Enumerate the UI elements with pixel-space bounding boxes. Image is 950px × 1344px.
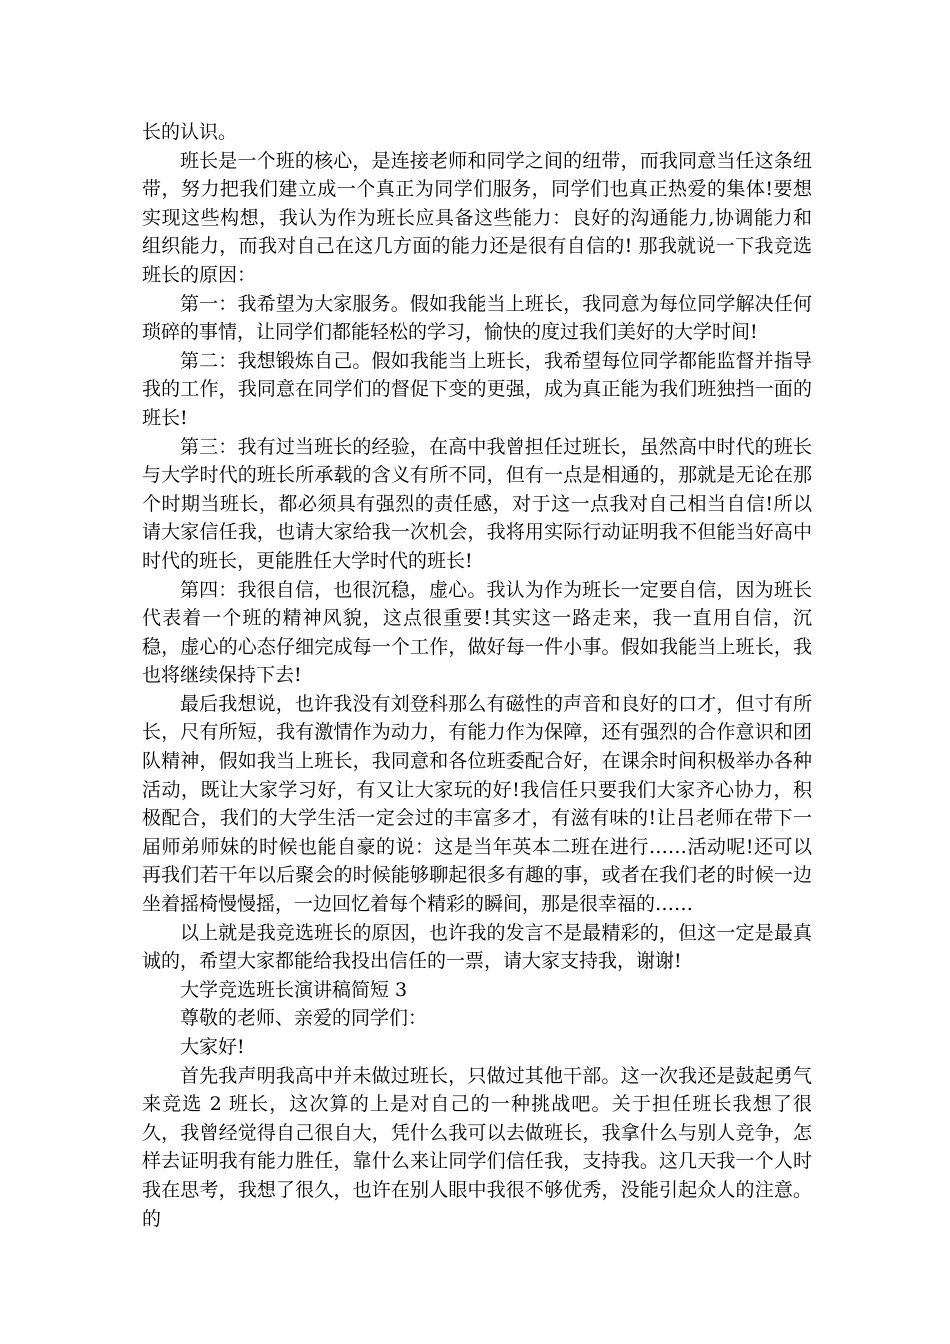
- salutation: 尊敬的老师、亲爱的同学们：: [180, 1007, 428, 1030]
- paragraph-reason-4: 第四：我很自信，也很沉稳，虚心。我认为作为班长一定要自信，因为班长代表着一个班的精神风貌，这点很重要!其实这一路走来，我一直用自信，沉稳，虚心的心态仔细完成每一个工作，做好每一件小事。假如我能当上班长，我也将继续保持下去!: [142, 578, 812, 687]
- paragraph-conclusion: 以上就是我竞选班长的原因，也许我的发言不是最精彩的，但这一定是最真诚的，希望大家都能给我投出信任的一票，请大家支持我，谢谢!: [142, 921, 812, 973]
- paragraph-reason-2: 第二：我想锻炼自己。假如我能当上班长，我希望每位同学都能监督并指导我的工作，我同意在同学们的督促下变的更强，成为真正能为我们班独挡一面的班长!: [142, 349, 812, 429]
- paragraph-reason-1: 第一：我希望为大家服务。假如我能当上班长，我同意为每位同学解决任何琐碎的事情，让同学们都能轻松的学习，愉快的度过我们美好的大学时间!: [142, 292, 812, 344]
- greeting: 大家好!: [180, 1036, 245, 1058]
- paragraph-monitor-role: 班长是一个班的核心，是连接老师和同学之间的纽带，而我同意当任这条纽带，努力把我们建立成一个真正为同学们服务，同学们也真正热爱的集体!要想实现这些构想，我认为作为班长应具备这些能力：良好的沟通能力,协调能力和组织能力，而我对自己在这几方面的能力还是很有自信的! 那我就说一下我竞选班长的原因：: [142, 149, 812, 286]
- paragraph-closing-thoughts: 最后我想说，也许我没有刘登科那么有磁性的声音和良好的口才，但寸有所长，尺有所短，我有激情作为动力，有能力作为保障，还有强烈的合作意识和团队精神，假如我当上班长，我同意和各位班委配合好，在课余时间积极举办各种活动，既让大家学习好，有又让大家玩的好!我信任只要我们大家齐心协力，积极配合，我们的大学生活一定会过的丰富多才，有滋有味的!让吕老师在带下一届师弟师妹的时候也能自豪的说：这是当年英本二班在进行……活动呢!还可以再我们若干年以后聚会的时候能够聊起很多有趣的事，或者在我们老的时候一边坐着摇椅慢慢摇，一边回忆着每个精彩的瞬间，那是很幸福的……: [142, 692, 812, 916]
- paragraph-reason-3: 第三：我有过当班长的经验，在高中我曾担任过班长，虽然高中时代的班长与大学时代的班长所承载的含义有所不同，但有一点是相通的，那就是无论在那个时期当班长，都必须具有强烈的责任感，对于这一点我对自己相当自信!所以请大家信任我，也请大家给我一次机会，我将用实际行动证明我不但能当好高中时代的班长，更能胜任大学时代的班长!: [142, 435, 812, 572]
- paragraph-continuation: 长的认识。: [142, 121, 238, 143]
- section-title: 大学竞选班长演讲稿简短 3: [180, 978, 408, 1001]
- document-page: [142, 118, 812, 1233]
- paragraph-speech-3-intro: 首先我声明我高中并未做过班长，只做过其他干部。这一次我还是鼓起勇气来竞选 2 班长，这次算的上是对自己的一种挑战吧。关于担任班长我想了很久，我曾经觉得自己很自大，凭什么我可以去做班长，我拿什么与别人竞争，怎样去证明我有能力胜任，靠什么来让同学们信任我，支持我。这几天我一个人时我在思考，我想了很久，也许在别人眼中我很不够优秀，没能引起众人的注意。的: [142, 1064, 812, 1230]
